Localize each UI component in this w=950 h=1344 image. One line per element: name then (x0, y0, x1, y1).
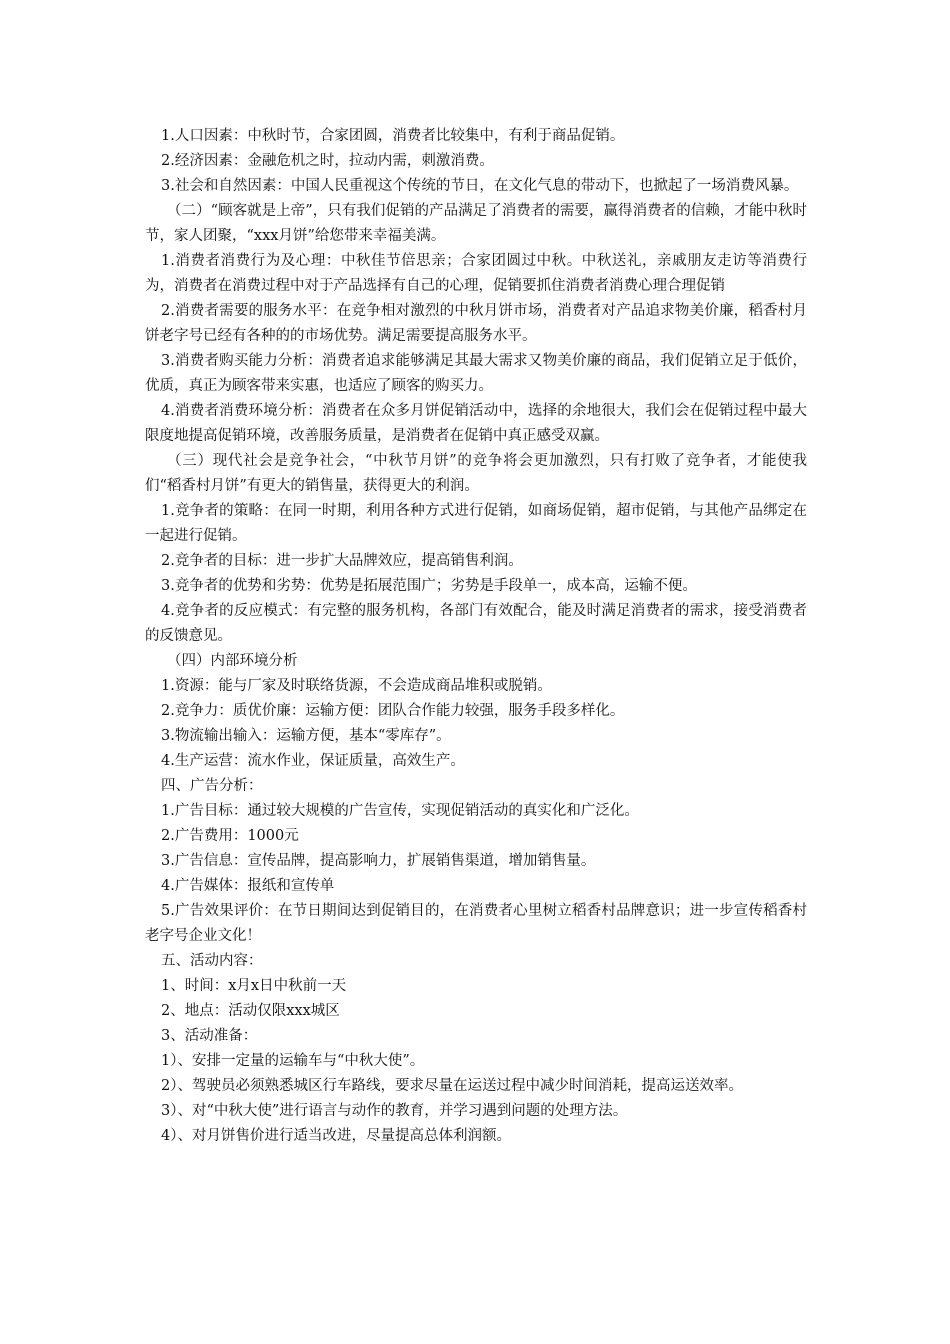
paragraph: 3.物流输出输入：运输方便，基本“零库存”。 (161, 728, 451, 744)
paragraph: 2.竞争力：质优价廉：运输方便：团队合作能力较强，服务手段多样化。 (161, 703, 625, 719)
paragraph: 3.广告信息：宣传品牌，提高影响力，扩展销售渠道，增加销售量。 (161, 853, 596, 869)
paragraph: （二）“顾客就是上帝”，只有我们促销的产品满足了消费者的需要，赢得消费者的信赖，才能中秋时节，家人团聚，“xxx月饼”给您带来幸福美满。 (145, 203, 807, 244)
paragraph: 3.竞争者的优势和劣势：优势是拓展范围广；劣势是手段单一，成本高，运输不便。 (161, 578, 697, 594)
paragraph: 3）、对“中秋大使”进行语言与动作的教育，并学习遇到问题的处理方法。 (161, 1103, 628, 1119)
paragraph: 4）、对月饼售价进行适当改进，尽量提高总体利润额。 (161, 1128, 511, 1144)
paragraph: 3.消费者购买能力分析：消费者追求能够满足其最大需求又物美价廉的商品，我们促销立足于低价，优质，真正为顾客带来实惠，也适应了顾客的购买力。 (145, 353, 807, 394)
paragraph: 1.人口因素：中秋时节，合家团圆，消费者比较集中，有利于商品促销。 (161, 128, 625, 144)
paragraph: 2、地点：活动仅限xxx城区 (161, 1003, 340, 1019)
paragraph: 1）、安排一定量的运输车与“中秋大使”。 (161, 1053, 425, 1069)
paragraph: （四）内部环境分析 (167, 653, 298, 669)
paragraph: 2）、驾驶员必须熟悉城区行车路线，要求尽量在运送过程中减少时间消耗，提高运送效率。 (161, 1078, 743, 1094)
paragraph: 5.广告效果评价：在节日期间达到促销目的，在消费者心里树立稻香村品牌意识；进一步宣传稻香村老字号企业文化！ (145, 903, 807, 944)
paragraph: 1.广告目标：通过较大规模的广告宣传，实现促销活动的真实化和广泛化。 (161, 803, 639, 819)
paragraph: 2.竞争者的目标：进一步扩大品牌效应，提高销售利润。 (161, 553, 523, 569)
paragraph: 五、活动内容： (161, 953, 263, 969)
paragraph: 2.经济因素：金融危机之时，拉动内需，刺激消费。 (161, 153, 494, 169)
paragraph: 4.广告媒体：报纸和宣传单 (161, 878, 335, 894)
paragraph: 3、活动准备： (161, 1028, 258, 1044)
paragraph: 2.广告费用：1000元 (161, 828, 299, 844)
paragraph: 1、时间：x月x日中秋前一天 (161, 978, 347, 994)
paragraph: 4.竞争者的反应模式：有完整的服务机构，各部门有效配合，能及时满足消费者的需求，接受消费者的反馈意见。 (145, 603, 807, 644)
paragraph: 四、广告分析： (161, 778, 263, 794)
paragraph: 1.资源：能与厂家及时联络货源，不会造成商品堆积或脱销。 (161, 678, 552, 694)
document-body (145, 124, 807, 1149)
paragraph: 3.社会和自然因素：中国人民重视这个传统的节日，在文化气息的带动下，也掀起了一场消费风暴。 (161, 178, 799, 194)
paragraph: （三）现代社会是竞争社会，“中秋节月饼”的竞争将会更加激烈，只有打败了竞争者，才能使我们“稻香村月饼”有更大的销售量，获得更大的利润。 (145, 453, 807, 494)
paragraph: 2.消费者需要的服务水平：在竞争相对激烈的中秋月饼市场，消费者对产品追求物美价廉，稻香村月饼老字号已经有各种的的市场优势。满足需要提高服务水平。 (145, 303, 807, 344)
paragraph: 4.生产运营：流水作业，保证质量，高效生产。 (161, 753, 465, 769)
paragraph: 4.消费者消费环境分析：消费者在众多月饼促销活动中，选择的余地很大，我们会在促销过程中最大限度地提高促销环境，改善服务质量，是消费者在促销中真正感受双赢。 (145, 403, 807, 444)
paragraph: 1.竞争者的策略：在同一时期，利用各种方式进行促销，如商场促销，超市促销，与其他产品绑定在一起进行促销。 (145, 503, 807, 544)
paragraph: 1.消费者消费行为及心理：中秋佳节倍思亲；合家团圆过中秋。中秋送礼，亲戚朋友走访等消费行为，消费者在消费过程中对于产品选择有自己的心理，促销要抓住消费者消费心理合理促销 (145, 253, 807, 294)
